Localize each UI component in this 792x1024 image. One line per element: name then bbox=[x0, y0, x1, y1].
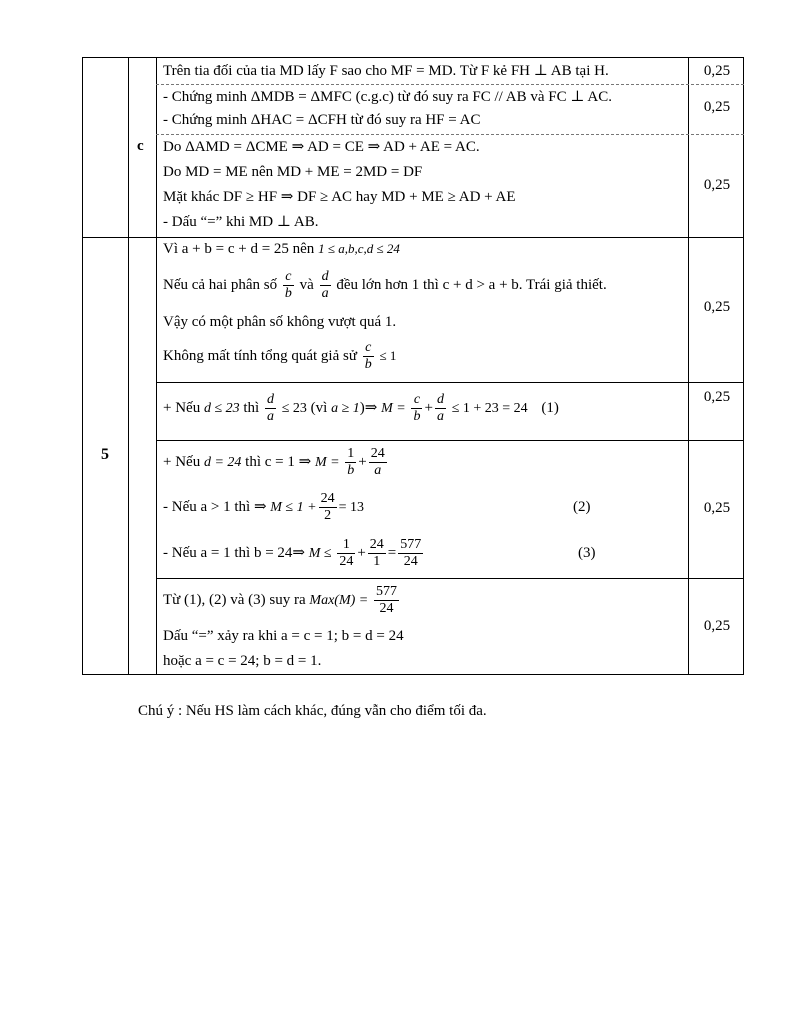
q5-b1-line1-text: Vì a + b = c + d = 25 nên bbox=[163, 241, 315, 257]
q5-b1-line3: Vậy có một phân số không vượt quá 1. bbox=[163, 314, 397, 330]
frac-den: b bbox=[347, 463, 355, 479]
q5-b3-l2-m: M ≤ 1 + bbox=[270, 500, 317, 515]
q5-b3-l3-text: - Nếu a = 1 thì b = 24⇒ bbox=[163, 545, 305, 561]
c-row3-line1: Do ΔAMD = ΔCME ⇒ AD = CE ⇒ AD + AE = AC. bbox=[163, 139, 480, 155]
frac-num: c bbox=[363, 340, 374, 357]
frac-den: 24 bbox=[339, 554, 354, 570]
c-row3-line3: Mặt khác DF ≥ HF ⇒ DF ≥ AC hay MD + ME ≥ AD + AE bbox=[163, 189, 516, 205]
frac-num: d bbox=[436, 392, 444, 408]
fraction-d-over-a bbox=[320, 269, 331, 302]
q5-b3-ref2: (2) bbox=[573, 499, 591, 515]
frac-den: b bbox=[413, 409, 421, 425]
q5-b2-ineq1: ≤ 23 bbox=[281, 401, 307, 416]
frac-den: a bbox=[266, 409, 274, 425]
q5-b3-line2 bbox=[163, 489, 364, 526]
q5-b4-score: 0,25 bbox=[703, 618, 731, 634]
q5-b2-line bbox=[163, 390, 559, 427]
fraction-24-over-2 bbox=[319, 491, 337, 524]
q5-b3-l3-plus: + bbox=[357, 545, 366, 561]
frac-den: 24 bbox=[379, 601, 394, 617]
fraction-577-over-24-max bbox=[374, 584, 399, 617]
q5-b2-because: (vì bbox=[310, 400, 328, 416]
frac-den: a bbox=[374, 463, 382, 479]
q5-b3-line1 bbox=[163, 444, 389, 481]
fraction-1-over-24 bbox=[337, 537, 355, 570]
fraction-577-over-24 bbox=[398, 537, 423, 570]
q5-b1-line2-rest: đều lớn hơn 1 thì c + d > a + b. Trái giả thiết. bbox=[336, 277, 607, 293]
q5-b3-l2-tail: = 13 bbox=[338, 500, 364, 515]
q5-b2-ref: (1) bbox=[541, 400, 559, 416]
frac-den: a bbox=[321, 286, 329, 302]
q5-b1-and: và bbox=[299, 277, 314, 293]
row-divider-5a bbox=[156, 382, 744, 383]
q5-b3-if: + Nếu bbox=[163, 454, 201, 470]
q5-b1-line2-text: Nếu cả hai phân số bbox=[163, 277, 278, 293]
row-divider-5c bbox=[156, 578, 744, 579]
q5-b2-if: + Nếu bbox=[163, 400, 201, 416]
q5-b3-plus: + bbox=[358, 454, 367, 470]
fraction-24-over-1 bbox=[368, 537, 386, 570]
q5-b2-score: 0,25 bbox=[703, 389, 731, 405]
q5-b2-plus: + bbox=[424, 400, 433, 416]
frac-den: b bbox=[364, 357, 372, 373]
q5-b4-line3: hoặc a = c = 24; b = d = 1. bbox=[163, 653, 322, 669]
q5-b3-score: 0,25 bbox=[703, 500, 731, 516]
frac-num: c bbox=[411, 392, 422, 409]
q5-b1-range: 1 ≤ a,b,c,d ≤ 24 bbox=[318, 241, 400, 256]
c-row3-line4: - Dấu “=” khi MD ⊥ AB. bbox=[163, 214, 319, 230]
col-divider-2 bbox=[156, 57, 157, 675]
fraction-c-over-b-2 bbox=[363, 340, 374, 373]
frac-den: b bbox=[284, 286, 292, 302]
q5-b4-max: Max(M) = bbox=[309, 593, 369, 608]
q5-b1-line2 bbox=[163, 268, 607, 302]
frac-num: d bbox=[321, 269, 329, 285]
frac-num: 577 bbox=[375, 584, 397, 600]
q5-b2-tail: ≤ 1 + 23 = 24 bbox=[451, 401, 528, 416]
c-row3-line2: Do MD = ME nên MD + ME = 2MD = DF bbox=[163, 164, 423, 180]
c-row1-text: Trên tia đối của tia MD lấy F sao cho MF = MD. Từ F kẻ FH ⊥ AB tại H. bbox=[163, 63, 609, 79]
c-row2-line2: - Chứng minh ΔHAC = ΔCFH từ đó suy ra HF = AC bbox=[163, 112, 481, 128]
fraction-1-over-b bbox=[345, 446, 356, 479]
q5-b4-line1 bbox=[163, 581, 401, 620]
q5-b3-l2-text: - Nếu a > 1 thì ⇒ bbox=[163, 499, 267, 515]
fraction-d-over-a-b2b bbox=[435, 392, 446, 425]
col-divider-3 bbox=[688, 57, 689, 675]
part-label-c: c bbox=[137, 138, 144, 154]
footnote: Chú ý : Nếu HS làm cách khác, đúng vẫn cho điểm tối đa. bbox=[138, 703, 487, 719]
q5-b3-l3-eq: = bbox=[387, 545, 397, 561]
frac-num: 24 bbox=[320, 491, 335, 507]
q5-b3-l3-m: M ≤ bbox=[308, 546, 332, 561]
frac-den: 1 bbox=[373, 554, 381, 570]
fraction-c-over-b-b2 bbox=[411, 392, 422, 425]
q5-b2-cond: d ≤ 23 bbox=[203, 401, 240, 416]
fraction-d-over-a-b2 bbox=[265, 392, 276, 425]
q5-b3-ref3: (3) bbox=[578, 545, 596, 561]
c-row2-line1: - Chứng minh ΔMDB = ΔMFC (c.g.c) từ đó suy ra FC // AB và FC ⊥ AC. bbox=[163, 89, 612, 105]
q5-b3-cond: d = 24 bbox=[203, 455, 242, 470]
q5-b3-then: thì c = 1 ⇒ bbox=[245, 454, 312, 470]
frac-num: 24 bbox=[370, 446, 385, 462]
frac-den: a bbox=[436, 409, 444, 425]
fraction-24-over-a bbox=[369, 446, 387, 479]
col-divider-1 bbox=[128, 57, 129, 675]
frac-den: 2 bbox=[324, 508, 332, 524]
q5-b2-close: )⇒ bbox=[359, 400, 378, 416]
c-row1-score: 0,25 bbox=[703, 63, 731, 79]
frac-den: 24 bbox=[403, 554, 418, 570]
frac-num: 1 bbox=[347, 446, 355, 462]
q5-b1-line4-text: Không mất tính tổng quát giả sử bbox=[163, 348, 357, 364]
q5-b2-then: thì bbox=[243, 400, 260, 416]
q5-b1-score: 0,25 bbox=[703, 299, 731, 315]
frac-num: c bbox=[283, 269, 294, 286]
row-divider-section5 bbox=[82, 237, 744, 238]
row-divider-c1 bbox=[156, 84, 744, 85]
q5-b3-line3 bbox=[163, 535, 425, 572]
question-number-5: 5 bbox=[101, 446, 109, 463]
c-row2-score: 0,25 bbox=[703, 99, 731, 115]
frac-num: 1 bbox=[337, 537, 355, 554]
q5-b1-ineq: ≤ 1 bbox=[379, 348, 397, 363]
q5-b2-a-ge: a ≥ 1 bbox=[331, 401, 360, 416]
frac-num: 24 bbox=[369, 537, 384, 553]
q5-b4-line2: Dấu “=” xảy ra khi a = c = 1; b = d = 24 bbox=[163, 628, 404, 644]
c-row3-score: 0,25 bbox=[703, 177, 731, 193]
q5-b2-m-eq: M = bbox=[381, 401, 406, 416]
q5-b1-line1 bbox=[163, 240, 400, 258]
row-divider-c2 bbox=[156, 134, 744, 135]
q5-b1-line4 bbox=[163, 338, 396, 374]
q5-b3-m: M = bbox=[314, 455, 340, 470]
q5-b4-l1-text: Từ (1), (2) và (3) suy ra bbox=[163, 592, 306, 608]
frac-num: d bbox=[266, 392, 274, 408]
fraction-c-over-b bbox=[283, 269, 294, 302]
row-divider-5b bbox=[156, 440, 744, 441]
frac-num: 577 bbox=[400, 537, 422, 553]
